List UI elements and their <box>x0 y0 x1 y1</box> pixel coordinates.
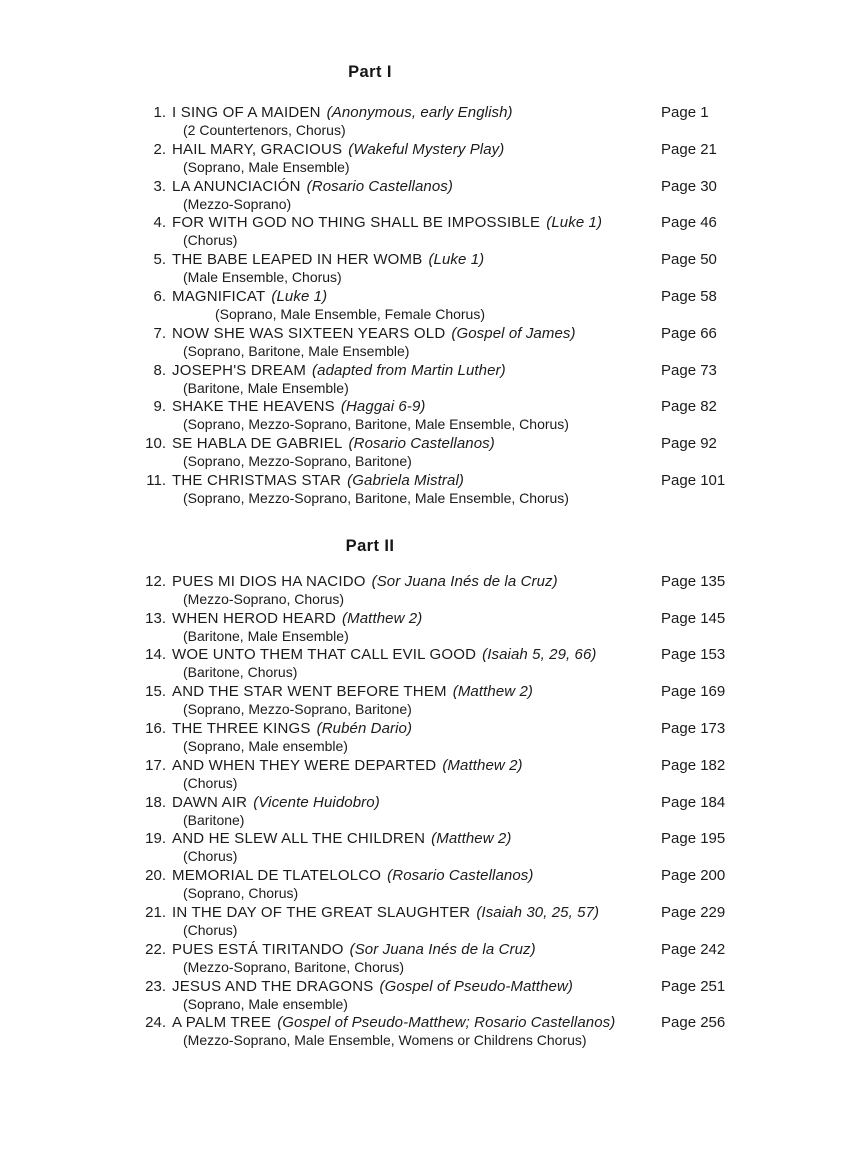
entry-title: AND THE STAR WENT BEFORE THEM <box>172 683 447 701</box>
entry-title: JESUS AND THE DRAGONS <box>172 977 374 995</box>
toc-entry <box>130 397 740 434</box>
entry-title: LA ANUNCIACIÓN <box>172 177 301 195</box>
entry-number: 15. <box>145 683 166 701</box>
entry-number: 3. <box>153 177 166 195</box>
entry-source-attribution: (Vicente Huidobro) <box>253 793 380 811</box>
entry-page-number: Page 182 <box>661 756 726 774</box>
entry-title-line <box>130 287 740 306</box>
entry-title-line <box>130 397 740 416</box>
entry-title-line <box>130 756 740 775</box>
entry-title-wrap <box>172 645 597 664</box>
entry-performers: (Mezzo-Soprano) <box>183 195 292 212</box>
entry-title-wrap <box>172 866 534 885</box>
entry-source-attribution: (Isaiah 5, 29, 66) <box>482 646 597 664</box>
entry-title-line <box>130 177 740 196</box>
entry-title-wrap <box>172 103 513 122</box>
entry-source-attribution: (Gospel of Pseudo-Matthew) <box>379 977 573 995</box>
entry-source-attribution: (Rosario Castellanos) <box>348 435 495 453</box>
toc-entry <box>130 177 740 214</box>
entry-title-wrap <box>172 829 511 848</box>
entry-performers: (Mezzo-Soprano, Chorus) <box>183 590 345 607</box>
entry-title: THE CHRISTMAS STAR <box>172 471 342 489</box>
entry-source-attribution: (Luke 1) <box>546 214 603 232</box>
entry-source-attribution: (Rosario Castellanos) <box>306 177 453 195</box>
entry-number: 21. <box>145 903 166 921</box>
entry-title-wrap <box>172 903 599 922</box>
entry-title-wrap <box>172 609 422 628</box>
entry-title-line <box>130 361 740 380</box>
entry-title-line <box>130 1013 740 1032</box>
entry-page-number: Page 46 <box>661 214 717 232</box>
entry-number: 11. <box>146 471 166 489</box>
entry-performers: (Chorus) <box>183 848 238 865</box>
entry-source-attribution: (Gabriela Mistral) <box>347 471 464 489</box>
entry-number: 14. <box>145 646 166 664</box>
entry-number: 16. <box>145 719 166 737</box>
entry-title: MAGNIFICAT <box>172 287 266 305</box>
entry-source-attribution: (Luke 1) <box>428 251 485 269</box>
entry-performers: (Mezzo-Soprano, Male Ensemble, Womens or Childrens Chorus) <box>183 1032 587 1049</box>
entry-source-attribution: (Wakeful Mystery Play) <box>348 140 505 158</box>
entry-page-number: Page 21 <box>661 140 717 158</box>
toc-entry <box>130 940 740 977</box>
entry-number: 9. <box>153 398 166 416</box>
toc-entry <box>130 1013 740 1050</box>
toc-entry <box>130 103 740 140</box>
entry-page-number: Page 169 <box>661 683 726 701</box>
entry-title: WOE UNTO THEM THAT CALL EVIL GOOD <box>172 646 477 664</box>
entry-title-wrap <box>172 287 327 306</box>
entry-title: PUES MI DIOS HA NACIDO <box>172 572 366 590</box>
entry-source-attribution: (Matthew 2) <box>342 609 423 627</box>
entry-page-number: Page 66 <box>661 324 717 342</box>
entry-page-number: Page 30 <box>661 177 717 195</box>
entry-performers: (Chorus) <box>183 921 238 938</box>
entry-page-number: Page 242 <box>661 940 726 958</box>
entry-source-attribution: (Rosario Castellanos) <box>387 867 534 885</box>
entry-source-attribution: (Matthew 2) <box>452 683 534 701</box>
toc-entry <box>130 287 740 324</box>
entry-number: 17. <box>145 756 166 774</box>
entry-performers: (2 Countertenors, Chorus) <box>183 122 346 138</box>
entry-page-number: Page 145 <box>661 609 726 627</box>
entry-source-attribution: (adapted from Martin Luther) <box>312 361 506 379</box>
entry-performers: (Soprano, Mezzo-Soprano, Baritone) <box>183 701 412 718</box>
entry-title: SE HABLA DE GABRIEL <box>172 435 343 453</box>
toc-entry <box>130 756 740 793</box>
entry-performers: (Mezzo-Soprano, Baritone, Chorus) <box>183 958 404 975</box>
entry-title-line <box>130 682 740 701</box>
entry-title-wrap <box>172 397 425 416</box>
entry-title-line <box>130 719 740 738</box>
entry-performers: (Soprano, Male Ensemble) <box>183 158 350 175</box>
entry-title: NOW SHE WAS SIXTEEN YEARS OLD <box>172 324 446 342</box>
entry-title: THE BABE LEAPED IN HER WOMB <box>172 251 423 269</box>
entry-title-line <box>130 103 740 122</box>
toc-entry <box>130 471 740 508</box>
entry-number: 7. <box>153 324 166 342</box>
entry-source-attribution: (Anonymous, early English) <box>326 104 513 121</box>
entry-page-number: Page 82 <box>661 398 717 416</box>
entry-source-attribution: (Sor Juana Inés de la Cruz) <box>349 940 536 958</box>
entry-title-line <box>130 250 740 269</box>
entry-page-number: Page 1 <box>661 104 709 121</box>
part-2-heading: Part II <box>345 536 395 555</box>
entry-performers: (Baritone, Chorus) <box>183 664 298 681</box>
entry-performers: (Soprano, Male ensemble) <box>183 995 348 1012</box>
entry-performers: (Baritone, Male Ensemble) <box>183 379 349 396</box>
entry-performers: (Soprano, Mezzo-Soprano, Baritone, Male Ensemble, Chorus) <box>183 489 569 506</box>
entry-number: 23. <box>145 977 166 995</box>
entry-performers: (Chorus) <box>183 232 238 249</box>
entry-title-line <box>130 977 740 996</box>
entry-number: 5. <box>153 251 166 269</box>
toc-entry <box>130 250 740 287</box>
entry-number: 1. <box>153 104 166 121</box>
entry-title-wrap <box>172 140 504 159</box>
entry-performers: (Soprano, Male Ensemble, Female Chorus) <box>215 305 486 322</box>
entry-title: I SING OF A MAIDEN <box>172 104 321 121</box>
entry-source-attribution: (Haggai 6-9) <box>340 398 426 416</box>
entry-title: FOR WITH GOD NO THING SHALL BE IMPOSSIBLE <box>172 214 541 232</box>
entry-title-line <box>130 866 740 885</box>
entry-title: DAWN AIR <box>172 793 248 811</box>
entry-page-number: Page 73 <box>661 361 717 379</box>
entry-page-number: Page 173 <box>661 719 726 737</box>
entry-performers: (Baritone) <box>183 811 245 828</box>
entry-source-attribution: (Matthew 2) <box>442 756 523 774</box>
entry-title: WHEN HEROD HEARD <box>172 609 337 627</box>
entry-page-number: Page 200 <box>661 867 726 885</box>
entry-number: 13. <box>145 609 166 627</box>
entry-source-attribution: (Gospel of James) <box>451 324 576 342</box>
toc-entry <box>130 213 740 250</box>
toc-entry <box>130 977 740 1014</box>
entry-title-line <box>130 793 740 812</box>
toc-entry <box>130 903 740 940</box>
entry-title-wrap <box>172 977 573 996</box>
table-of-contents <box>130 63 740 1050</box>
entry-title-wrap <box>172 471 464 490</box>
entry-source-attribution: (Rubén Dario) <box>316 719 413 737</box>
entry-title-wrap <box>172 250 484 269</box>
entry-page-number: Page 195 <box>661 830 726 848</box>
entry-page-number: Page 101 <box>661 471 726 489</box>
entry-source-attribution: (Gospel of Pseudo-Matthew; Rosario Castellanos) <box>277 1014 616 1032</box>
entry-title-line <box>130 324 740 343</box>
entry-title-wrap <box>172 682 533 701</box>
entry-title: SHAKE THE HEAVENS <box>172 398 335 416</box>
toc-entry <box>130 140 740 177</box>
entry-number: 12. <box>145 572 166 590</box>
entry-page-number: Page 50 <box>661 251 717 269</box>
entry-page-number: Page 92 <box>661 435 717 453</box>
part-1-heading: Part I <box>348 63 392 81</box>
part-1-entry-list <box>130 103 740 508</box>
entry-title-line <box>130 645 740 664</box>
entry-page-number: Page 58 <box>661 287 717 305</box>
entry-title-wrap <box>172 719 412 738</box>
toc-entry <box>130 866 740 903</box>
entry-title-wrap <box>172 756 523 775</box>
entry-number: 20. <box>145 867 166 885</box>
entry-performers: (Soprano, Baritone, Male Ensemble) <box>183 342 410 359</box>
toc-entry <box>130 434 740 471</box>
entry-number: 10. <box>145 435 166 453</box>
entry-title-line <box>130 471 740 490</box>
entry-title: AND WHEN THEY WERE DEPARTED <box>172 756 437 774</box>
entry-performers: (Soprano, Male ensemble) <box>183 737 348 754</box>
entry-title-line <box>130 213 740 232</box>
entry-page-number: Page 251 <box>661 977 726 995</box>
toc-entry <box>130 682 740 719</box>
entry-number: 24. <box>145 1014 166 1032</box>
entry-title: PUES ESTÁ TIRITANDO <box>172 940 344 958</box>
entry-performers: (Chorus) <box>183 774 238 791</box>
entry-source-attribution: (Sor Juana Inés de la Cruz) <box>371 572 558 590</box>
entry-title: IN THE DAY OF THE GREAT SLAUGHTER <box>172 903 471 921</box>
entry-title-wrap <box>172 434 495 453</box>
toc-entry <box>130 324 740 361</box>
toc-entry <box>130 572 740 609</box>
entry-title-line <box>130 434 740 453</box>
entry-source-attribution: (Isaiah 30, 25, 57) <box>476 903 600 921</box>
entry-title-line <box>130 609 740 628</box>
part-2-entry-list <box>130 572 740 1050</box>
entry-page-number: Page 184 <box>661 793 726 811</box>
entry-title-wrap <box>172 940 536 959</box>
entry-title-wrap <box>172 361 506 380</box>
entry-page-number: Page 153 <box>661 646 726 664</box>
entry-number: 8. <box>153 361 166 379</box>
entry-page-number: Page 256 <box>661 1014 726 1032</box>
entry-page-number: Page 229 <box>661 903 726 921</box>
entry-title: AND HE SLEW ALL THE CHILDREN <box>172 830 426 848</box>
entry-performers: (Baritone, Male Ensemble) <box>183 627 349 644</box>
toc-entry <box>130 793 740 830</box>
toc-entry <box>130 645 740 682</box>
entry-title: THE THREE KINGS <box>172 719 311 737</box>
entry-page-number: Page 135 <box>661 572 726 590</box>
entry-title-line <box>130 829 740 848</box>
entry-performers: (Soprano, Mezzo-Soprano, Baritone, Male Ensemble, Chorus) <box>183 416 569 433</box>
toc-entry <box>130 361 740 398</box>
entry-source-attribution: (Matthew 2) <box>431 830 512 848</box>
entry-number: 22. <box>145 940 166 958</box>
entry-title-line <box>130 140 740 159</box>
toc-entry <box>130 609 740 646</box>
entry-performers: (Male Ensemble, Chorus) <box>183 269 342 286</box>
entry-title-wrap <box>172 793 380 812</box>
entry-title-line <box>130 903 740 922</box>
entry-title-wrap <box>172 1013 615 1032</box>
entry-source-attribution: (Luke 1) <box>271 287 328 305</box>
entry-title: JOSEPH'S DREAM <box>172 361 307 379</box>
entry-number: 2. <box>153 140 166 158</box>
toc-entry <box>130 829 740 866</box>
entry-title: MEMORIAL DE TLATELOLCO <box>172 867 382 885</box>
entry-title-line <box>130 572 740 591</box>
entry-performers: (Soprano, Chorus) <box>183 885 299 902</box>
toc-entry <box>130 719 740 756</box>
entry-title-wrap <box>172 324 576 343</box>
entry-title: HAIL MARY, GRACIOUS <box>172 140 343 158</box>
entry-title-wrap <box>172 213 602 232</box>
entry-number: 4. <box>153 214 166 232</box>
entry-title-wrap <box>172 572 558 591</box>
entry-performers: (Soprano, Mezzo-Soprano, Baritone) <box>183 453 412 470</box>
entry-title: A PALM TREE <box>172 1014 272 1032</box>
entry-title-wrap <box>172 177 453 196</box>
entry-number: 19. <box>145 830 166 848</box>
entry-number: 18. <box>145 793 166 811</box>
entry-number: 6. <box>153 287 166 305</box>
entry-title-line <box>130 940 740 959</box>
